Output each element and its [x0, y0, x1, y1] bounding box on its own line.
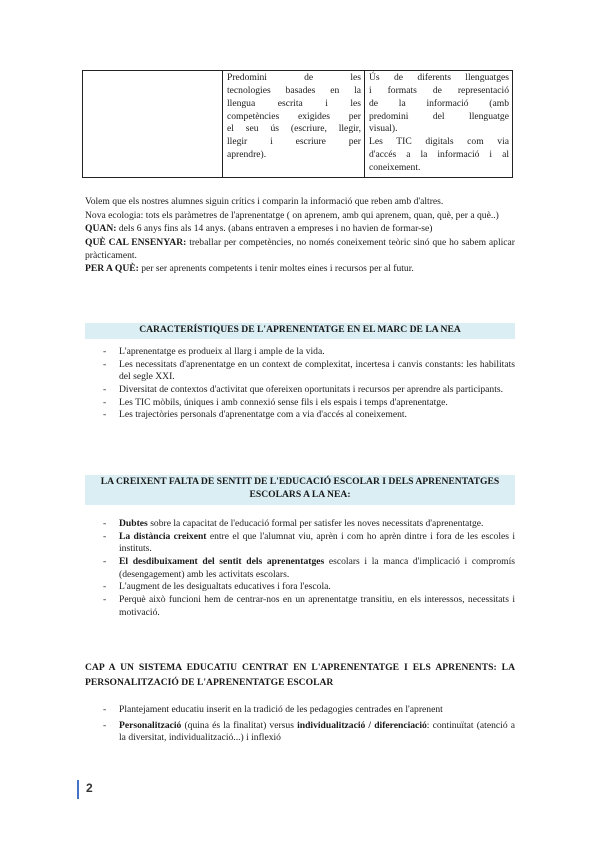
intro-notes: [85, 196, 515, 277]
cell-line: d'accés a la informació i al: [369, 149, 509, 161]
section-heading-lack-of-meaning: [85, 475, 515, 505]
label-que-cal-ensenyar: QUÈ CAL ENSENYAR:: [85, 236, 187, 248]
intro-paragraph: [85, 223, 515, 236]
label-per-a-que: PER A QUÈ:: [85, 263, 139, 275]
list-item: - El desdibuixament del sentit dels aprenentatges escolars i la manca d'implicació i compromís (desengagement) amb les activitats escolars.: [103, 555, 515, 580]
intro-paragraph: Nova ecologia: tots els paràmetres de l'aprenentatge ( on aprenem, amb qui aprenem, quan, què, per a què..): [85, 209, 499, 221]
table-cell-visual-language: [365, 71, 513, 178]
list-item-text: L'augment de les desigualtats educatives i fora l'escola.: [119, 581, 331, 593]
list-item: - Les trajectòries personals d'aprenentatge com a via d'accés al coneixement.: [103, 409, 407, 421]
cell-line: Ús de diferents llenguatges: [369, 72, 509, 83]
table-row: [83, 71, 513, 178]
section-heading-characteristics: CARACTERÍSTIQUES DE L'APRENENTATGE EN EL MARC DE LA NEA: [85, 323, 515, 339]
cell-line: predomini del llenguatge: [369, 110, 509, 122]
list-item-text: : continuïtat (atenció a la diversitat, individualització...) i inflexió: [119, 719, 515, 744]
page-number-bar: [77, 780, 79, 799]
list-item: - Les necessitats d'aprenentatge en un context de complexitat, incertesa i canvis constants: les habilitats del segle XXI.: [103, 358, 515, 383]
list-item-text: Perquè això funcioni hem de centrar-nos en un aprenentatge transitiu, en els interessos, necessitats i motivació.: [119, 593, 515, 618]
list-item-text: (quina és la finalitat) versus: [181, 719, 298, 731]
cell-line: llengua escrita i les: [227, 97, 361, 109]
lack-of-meaning-list: [85, 518, 515, 619]
section-heading-line: ESCOLARS A LA NEA:: [249, 488, 351, 500]
list-item-text: Plantejament educatiu inserit en la tradició de les pedagogies centrades en l'aprenent: [119, 704, 443, 715]
intro-paragraph: [85, 237, 515, 262]
section-heading-personalization: CAP A UN SISTEMA EDUCATIU CENTRAT EN L'APRENENTATGE I ELS APRENENTS: LA PERSONALITZACIÓ DE L'APRENENTATGE ESCOLAR: [85, 662, 515, 688]
cell-line: tecnologies basades en la: [227, 84, 361, 96]
cell-line: Predomini de les: [227, 72, 361, 83]
list-item-bold: El desdibuixament del sentit dels aprenentatges: [119, 555, 325, 567]
list-item-bold: La distància creixent: [119, 530, 207, 542]
intro-paragraph: [85, 263, 515, 276]
list-item-bold: Dubtes: [119, 518, 148, 529]
table-cell-written-language: [223, 71, 365, 178]
list-item-text: Les trajectòries personals d'aprenentatge com a via d'accés al coneixement.: [119, 409, 407, 421]
list-item-text: escolars i la manca d'implicació i compromís (desengagement) amb les activitats escolars.: [119, 555, 515, 580]
list-item: - La distància creixent entre el que l'alumnat viu, aprèn i com ho aprèn dintre i fora de les escoles i instituts.: [103, 530, 515, 555]
label-quan: QUAN:: [85, 223, 117, 235]
list-item: - Perquè això funcioni hem de centrar-nos en un aprenentatge transitiu, en els interessos, necessitats i motivació.: [103, 593, 515, 618]
section-heading-line: LA CREIXENT FALTA DE SENTIT DE L'EDUCACIÓ ESCOLAR I DELS APRENENTATGES: [100, 476, 500, 487]
cell-line: competències exigides per: [227, 110, 361, 122]
characteristics-list: [85, 346, 515, 422]
list-item: - Plantejament educatiu inserit en la tradició de les pedagogies centrades en l'aprenent: [103, 704, 443, 715]
cell-line: el seu ús (escriure, llegir,: [227, 123, 361, 135]
cell-line: visual).: [369, 123, 398, 135]
list-item-text: sobre la capacitat de l'educació formal per satisfer les noves necessitats d'aprenentatge.: [147, 518, 484, 529]
table-cell-empty: [83, 71, 223, 178]
list-item: - Diversitat de contextos d'activitat que ofereixen oportunitats i recursos per aprendre als participants.: [103, 383, 504, 395]
list-item-text: L'aprenentatge es produeix al llarg i ample de la vida.: [119, 346, 325, 357]
cell-line: de la informació (amb: [369, 97, 509, 109]
list-item-text: Les TIC mòbils, úniques i amb connexió sense fils i els espais i temps d'aprenentatge.: [119, 396, 448, 408]
list-item-bold: Personalització: [119, 719, 182, 731]
list-item: - Personalització (quina és la finalitat) versus individualització / diferenciació: continuïtat (atenció a la diversitat, individualització...) i inflexió: [103, 719, 515, 744]
page-number: 2: [86, 781, 93, 795]
list-item: - Les TIC mòbils, úniques i amb connexió sense fils i els espais i temps d'aprenentatge.: [103, 396, 448, 408]
intro-paragraph: Volem que els nostres alumnes siguin crítics i comparin la informació que reben amb d'altres.: [85, 196, 444, 207]
list-item: - L'augment de les desigualtats educatives i fora l'escola.: [103, 581, 331, 593]
text-que-cal-ensenyar: treballar per competències, no només coneixement teòric sinó que ho sabem aplicar pràcticament.: [85, 236, 515, 261]
cell-line: coneixement.: [369, 161, 421, 173]
cell-line: i formats de representació: [369, 84, 509, 96]
cell-line: Les TIC digitals com via: [369, 136, 509, 148]
cell-line: aprendre).: [227, 149, 267, 161]
list-item: - Dubtes sobre la capacitat de l'educació formal per satisfer les noves necessitats d'aprenentatge.: [103, 518, 484, 529]
list-item-text: Diversitat de contextos d'activitat que ofereixen oportunitats i recursos per aprendre als participants.: [119, 383, 504, 395]
text-quan: dels 6 anys fins als 14 anys. (abans entraven a empreses i no havien de formar-se): [116, 223, 433, 235]
text-per-a-que: per ser aprenents competents i tenir moltes eines i recursos per al futur.: [138, 263, 414, 275]
personalization-list: [85, 704, 515, 745]
list-item-bold: individualització / diferenciació: [297, 719, 427, 731]
list-item-text: Les necessitats d'aprenentatge en un context de complexitat, incertesa i canvis constants: les habilitats del segle XXI.: [119, 358, 515, 383]
list-item-text: entre el que l'alumnat viu, aprèn i com ho aprèn dintre i fora de les escoles i instituts.: [119, 530, 515, 555]
comparison-table: [82, 70, 513, 178]
cell-line: llegir i escriure per: [227, 136, 361, 148]
list-item: - L'aprenentatge es produeix al llarg i ample de la vida.: [103, 346, 325, 357]
